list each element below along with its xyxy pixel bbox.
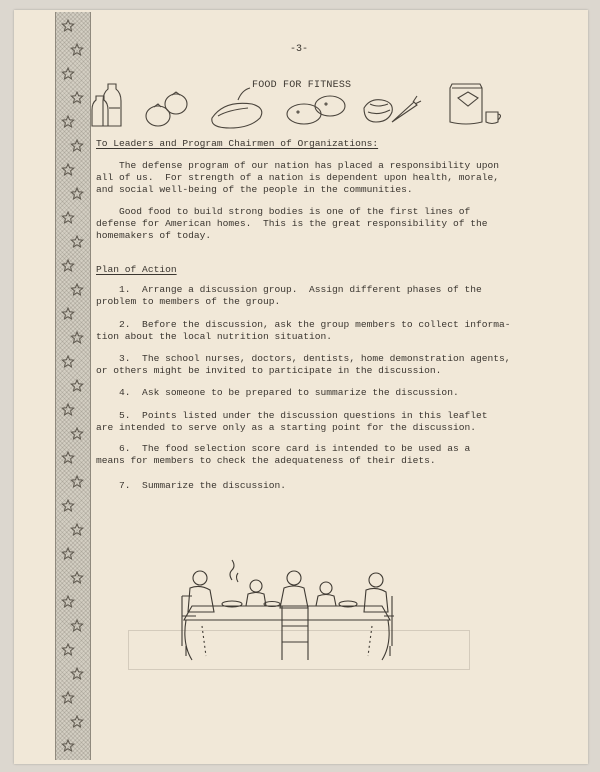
milk-bottles-icon [92,84,121,126]
plan-step-1: 1. Arrange a discussion group. Assign different phases of the problem to members of the group. [96,284,482,308]
plan-step-4: 4. Ask someone to be prepared to summarize the discussion. [96,387,459,398]
star-icon [62,548,73,559]
star-icon [62,692,73,703]
star-icon [71,140,82,151]
star-icon [62,116,73,127]
star-icon [62,356,73,367]
star-border-strip [55,12,91,760]
cabbage-carrot-icon [364,96,421,122]
star-icon [62,500,73,511]
star-icon [62,308,73,319]
tomatoes-icon [146,92,187,126]
star-icon [71,572,82,583]
star-icon [71,332,82,343]
plan-step-7: 7. Summarize the discussion. [96,480,286,491]
star-icon [62,404,73,415]
star-icon [71,716,82,727]
page-title: FOOD FOR FITNESS [252,80,352,91]
plan-step-5: 5. Points listed under the discussion questions in this leaflet are intended to serve only as a starting point for the discussion. [96,410,488,434]
star-icon [71,476,82,487]
plan-step-3: 3. The school nurses, doctors, dentists, home demonstration agents, or others might be invited to participate in the discussion. [96,353,511,377]
star-icon [62,452,73,463]
star-icon [71,668,82,679]
plan-step-6: 6. The food selection score card is intended to be used as a means for members to check the adequateness of their diets. [96,443,471,467]
family-dinner-illustration [172,566,402,670]
page-number: -3- [290,44,309,55]
intro-paragraph-1: The defense program of our nation has placed a responsibility upon all of us. For strength of a nation is dependent upon health, morale, and social well-being of the people in the communities. [96,160,500,196]
star-icon [62,740,73,751]
star-icon [62,68,73,79]
star-icon [62,260,73,271]
squash-icon [212,88,262,128]
star-icon [62,644,73,655]
star-icon [62,212,73,223]
flour-sack-icon [450,84,482,124]
star-icon [62,164,73,175]
star-icon [62,20,73,31]
star-icon [71,428,82,439]
star-icon [71,284,82,295]
star-icon [62,596,73,607]
star-icon [71,380,82,391]
star-icon [71,44,82,55]
star-icon [71,92,82,103]
star-icon [71,524,82,535]
potatoes-icon [287,96,345,124]
star-icon [71,620,82,631]
cup-icon [486,112,501,124]
stars-icon [56,12,90,760]
intro-heading: To Leaders and Program Chairmen of Organizations: [96,138,379,149]
plan-heading: Plan of Action [96,264,177,275]
star-icon [71,236,82,247]
plan-step-2: 2. Before the discussion, ask the group members to collect informa- tion about the local nutrition situation. [96,319,511,343]
star-icon [71,188,82,199]
intro-paragraph-2: Good food to build strong bodies is one of the first lines of defense for American homes. This is the great responsibility of the homemakers of today. [96,206,488,242]
